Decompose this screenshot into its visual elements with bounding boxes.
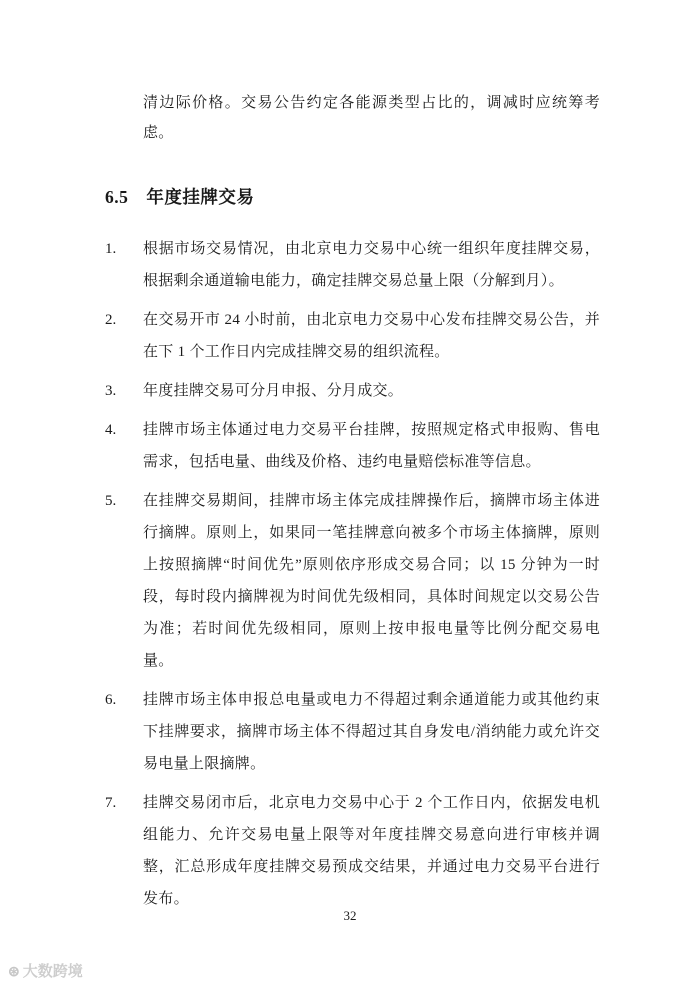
list-item — [105, 375, 600, 407]
list-item-text: 在挂牌交易期间，挂牌市场主体完成挂牌操作后，摘牌市场主体进行摘牌。原则上，如果同一笔挂牌意向被多个市场主体摘牌，原则上按照摘牌“时间优先”原则依序形成交易合同；以 15 分钟为一时段，每时段内摘牌视为时间优先级相同，具体时间规定以交易公告为准；若时间优先级相同，原则上按申报电量等比例分配交易电量。 — [143, 493, 600, 669]
list-item-text: 年度挂牌交易可分月申报、分月成交。 — [143, 383, 404, 399]
list-item-number: 5. — [105, 493, 117, 509]
section-heading — [105, 184, 600, 209]
list-item — [105, 233, 600, 297]
list-item — [105, 684, 600, 780]
list-item — [105, 485, 600, 677]
list-item-number: 1. — [105, 241, 117, 257]
list-item-number: 3. — [105, 383, 117, 399]
watermark-text: 大数跨境 — [22, 963, 83, 980]
list-item-number: 4. — [105, 422, 117, 438]
list-item-number: 2. — [105, 312, 117, 328]
section-title: 年度挂牌交易 — [146, 187, 255, 207]
paragraph-continuation: 清边际价格。交易公告约定各能源类型占比的，调减时应统筹考虑。 — [143, 95, 600, 141]
list-item-number: 6. — [105, 692, 117, 708]
list-item-text: 在交易开市 24 小时前，由北京电力交易中心发布挂牌交易公告，并在下 1 个工作日内完成挂牌交易的组织流程。 — [143, 312, 600, 360]
list-item-number: 7. — [105, 795, 117, 811]
list-item-text: 根据市场交易情况，由北京电力交易中心统一组织年度挂牌交易，根据剩余通道输电能力，确定挂牌交易总量上限（分解到月）。 — [143, 241, 600, 289]
list-item-text: 挂牌交易闭市后，北京电力交易中心于 2 个工作日内，依据发电机组能力、允许交易电量上限等对年度挂牌交易意向进行审核并调整，汇总形成年度挂牌交易预成交结果，并通过电力交易平台进行发布。 — [143, 795, 600, 907]
page-number: 32 — [343, 908, 357, 923]
list-item-text: 挂牌市场主体申报总电量或电力不得超过剩余通道能力或其他约束下挂牌要求，摘牌市场主体不得超过其自身发电/消纳能力或允许交易电量上限摘牌。 — [143, 692, 600, 772]
watermark-logo-icon: ⊛ — [8, 962, 20, 979]
list-item-text: 挂牌市场主体通过电力交易平台挂牌，按照规定格式申报购、售电需求，包括电量、曲线及价格、违约电量赔偿标准等信息。 — [143, 422, 600, 470]
list-item — [105, 414, 600, 478]
list-item — [105, 787, 600, 915]
section-number: 6.5 — [105, 187, 129, 207]
numbered-list — [105, 233, 600, 915]
list-item — [105, 304, 600, 368]
watermark — [8, 960, 83, 981]
